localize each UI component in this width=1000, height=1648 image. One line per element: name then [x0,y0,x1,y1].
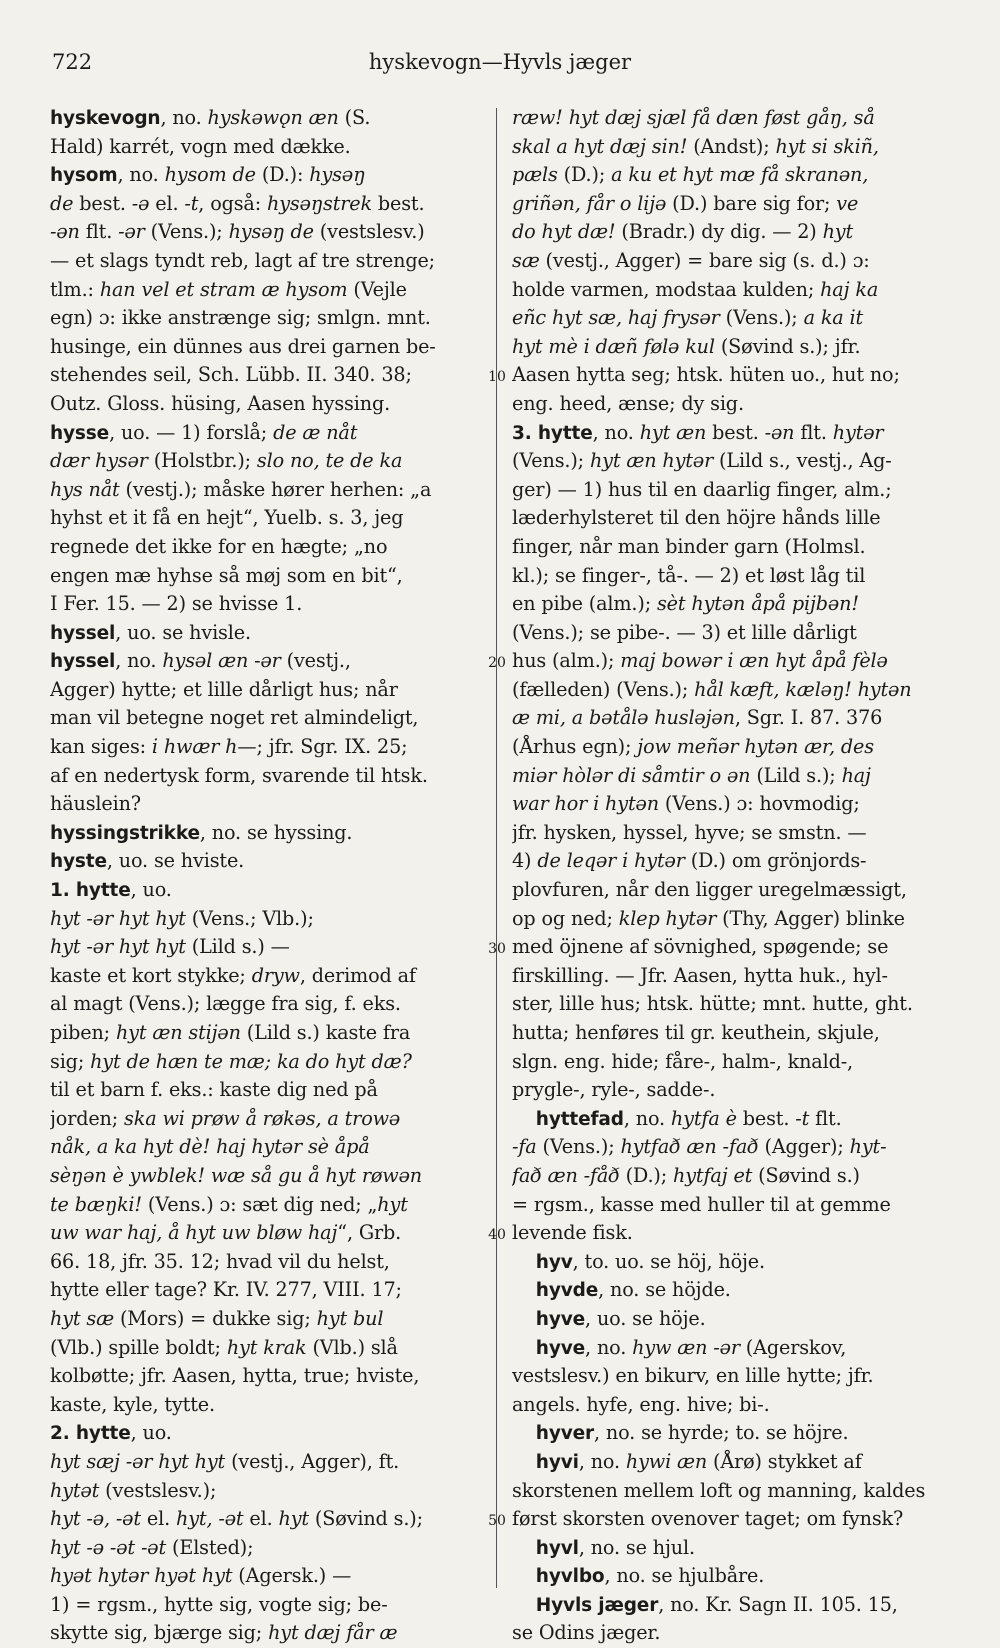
dialect-form: fað æn -fåð [512,1163,620,1187]
dialect-form: haj ka [820,277,879,301]
headword: 3. hytte [512,422,593,444]
dialect-form: -t [184,191,199,215]
dialect-form: -t [795,1106,810,1130]
text-line: uw war haj, å hyt uw bløw haj“, Grb. [50,1221,402,1245]
dialect-form: pæls [512,163,558,187]
text-line [512,104,950,133]
text-line: sig; hyt de hæn te mæ; ka do hyt dæ? [50,1049,412,1073]
text-line: miər hòlər di såmtir o ən (Lild s.); haj [512,763,871,787]
headword: hyste [50,851,107,873]
text-line: engen mæ hyhse så møj som en bit“, [50,563,403,587]
text-line: häuslein? [50,792,141,816]
dialect-form: ve [836,191,859,215]
dialect-form: hyt [822,220,854,244]
dialect-form: hytfaj et [673,1163,753,1187]
dialect-form: ræw! hyt dæj sjæl få dæn føst gåŋ, så [512,106,875,129]
text-line: hyver, no. se hyrde; to. se höjre. [535,1421,849,1445]
dialect-form: hyt -ə, -ət [50,1507,141,1531]
dialect-form: hyt mè i dæñ følə kul [512,334,715,358]
dialect-form: de leqər i hytər [537,849,685,873]
dialect-form: -ə [131,191,150,215]
text-line: egn) ɔ: ikke anstrænge sig; smlgn. mnt. [50,306,431,330]
dialect-form: hyt -ər hyt hyt [50,935,186,959]
dialect-form: hytfa è [670,1106,737,1130]
text-line: eng. heed, ænse; dy sig. [512,391,744,415]
text-line: hyste, uo. se hviste. [50,849,245,873]
dialect-form: sèŋən è ywblek! wæ så gu å hyt røwən [50,1163,422,1187]
dialect-form: haj [841,763,871,787]
dialect-form: te bæŋki! [50,1192,142,1216]
text-line: kolbøtte; jfr. Aasen, hytta, true; hviste, [50,1364,420,1388]
dialect-form: -ər [118,220,145,244]
dialect-form: a ku et hyt mæ få skranən, [611,163,869,187]
text-line: hyskevogn, no. hyskəwǫn æn (S. [50,106,371,129]
left-column [50,104,482,1648]
dialect-form: do hyt dæ! [512,220,616,244]
dialect-form: han vel et stram æ hysom [99,277,348,301]
text-line: hyssel, uo. se hvisle. [50,620,251,644]
text-line: Hyvls jæger, no. Kr. Sagn II. 105. 15, [535,1592,898,1616]
text-line: kaste, kyle, tytte. [50,1392,215,1416]
text-line: de best. -ə el. -t, også: hysəŋstrek best. [50,191,425,215]
headword: hyssingstrikke [50,822,200,844]
dialect-form: -ən [764,420,795,444]
text-line: 1. hytte, uo. [50,878,172,902]
line-number: 20 [488,655,506,672]
line-number: 50 [488,1513,506,1530]
text-line: hyvde, no. se höjde. [535,1278,731,1302]
dialect-form: a ka it [803,306,864,330]
text-line: hyvi, no. hywi æn (Årø) stykket af [535,1449,862,1473]
text-line: med öjnene af sövnighed, spøgende; se [512,935,889,959]
dialect-form: ər [260,649,281,673]
dialect-form: miər hòlər di såmtir o ən [512,763,751,787]
column-divider [496,108,497,1588]
text-line: (fælleden) (Vens.); hål kæft, kæləŋ! hytən [512,677,912,701]
text-line: først skorsten ovenover taget; om fynsk? [512,1507,904,1531]
text-line: læderhylsteret til den höjre hånds lille [512,506,881,530]
text-line: pæls (D.); a ku et hyt mæ få skranən, [512,163,869,187]
text-line: 1) = rgsm., hytte sig, vogte sig; be- [50,1592,388,1616]
text-line: hys nåt (vestj.); måske hører herhen: „a [50,477,432,501]
text-line [50,1162,482,1191]
text-line: 66. 18, jfr. 35. 12; hvad vil du helst, [50,1249,390,1273]
dialect-form: eñc hyt sæ, haj frysər [512,306,720,330]
headword: hyvi [535,1451,579,1473]
dialect-form: uw war haj, å hyt uw bløw haj [50,1221,338,1245]
dialect-form: hyt sæ [50,1306,114,1330]
dialect-form: war hor i hytən [512,792,659,816]
dialect-form: dryw [251,963,300,987]
headword: hyve [535,1337,586,1359]
dialect-form: hål kæft, kæləŋ! hytən [694,677,912,701]
dialect-form: maj bowər i æn hyt åpå fèlə [620,649,888,673]
dialect-form: hyt æn [639,420,707,444]
headword: 2. hytte [50,1423,131,1445]
text-line: do hyt dæ! (Bradr.) dy dig. — 2) hyt [512,220,854,244]
dialect-form: hysəŋstrek [266,191,372,215]
dialect-form: hyt æn stijən [115,1021,241,1044]
text-line: æ mi, a bətålə husləjən, Sgr. I. 87. 376 [512,706,883,730]
dialect-form: sæ [512,248,540,272]
text-line: hus (alm.); maj bowər i æn hyt åpå fèlə [512,649,888,673]
text-line: Agger) hytte; et lille dårligt hus; når [50,677,398,701]
text-line: Aasen hytta seg; htsk. hüten uo., hut no; [512,363,900,387]
text-line: (Vlb.) spille boldt; hyt krak (Vlb.) slå [50,1335,398,1359]
dialect-form: hyt si skiñ, [775,134,879,158]
text-line: en pibe (alm.); sèt hytən åpå pijbən! [512,592,859,616]
headword: hyvl [535,1537,579,1559]
headword: hysom [50,165,118,187]
text-line: man vil betegne noget ret almindeligt, [50,706,419,730]
text-line: stehendes seil, Sch. Lübb. II. 340. 38; [50,363,412,387]
text-line: kan siges: i hwær h—; jfr. Sgr. IX. 25; [50,735,408,759]
text-line: (Århus egn); jow meñər hytən ær, des [512,735,874,759]
text-line: hutta; henføres til gr. keuthein, skjule, [512,1021,880,1044]
dialect-form: hyət hytər hyət hyt [50,1564,233,1588]
dialect-form: i hwær h— [151,735,257,759]
dialect-form: de [50,191,74,215]
dialect-form: hyt krak [226,1335,307,1359]
dialect-form: hyt dæj får æ [268,1621,398,1645]
text-line: griñən, får o lijə (D.) bare sig for; ve [512,191,859,215]
line-number: 10 [488,369,506,386]
text-line: holde varmen, modstaa kulden; haj ka [512,277,879,301]
headword: hyvde [535,1280,599,1302]
text-line: -ən flt. -ər (Vens.); hysəŋ de (vestslesv.) [50,220,425,244]
dialect-form: dær hysər [50,449,148,473]
dialect-form: hysom de [164,163,256,187]
text-line: hyssel, no. hysəl æn -ər (vestj., [50,649,351,673]
text-line: op og ned; klep hytər (Thy, Agger) blinke [512,906,905,930]
line-number: 40 [488,1227,506,1244]
dialect-form: æ mi, a bətålə husləjən [512,706,735,730]
text-line: hyt -ər hyt hyt (Lild s.) — [50,935,290,959]
text-line: (Vens.); se pibe-. — 3) et lille dårligt [512,620,857,644]
dialect-form: hyt -ər hyt hyt [50,906,186,930]
text-line: Outz. Gloss. hüsing, Aasen hyssing. [50,391,391,415]
dialect-form: griñən, får o lijə [512,191,667,215]
text-line: regnede det ikke for en hægte; „no [50,534,388,558]
text-line: war hor i hytən (Vens.) ɔ: hovmodig; [512,792,860,816]
text-line: hytət (vestslesv.); [50,1478,217,1502]
dialect-form: jow meñər hytən ær, des [637,735,874,759]
text-line: hyvl, no. se hjul. [535,1535,695,1559]
headword: hysse [50,422,110,444]
dialect-form: hyt [278,1507,309,1531]
text-line: te bæŋki! (Vens.) ɔ: sæt dig ned; „hyt [50,1192,408,1216]
text-line: dær hysər (Holstbr.); slo no, te de ka [50,449,403,473]
text-line: hyət hytər hyət hyt (Agersk.) — [50,1564,352,1588]
headword: hyttefad [535,1108,624,1130]
headword: hyssel [50,651,116,673]
text-line: hyvlbo, no. se hjulbåre. [535,1564,765,1588]
text-line: hysse, uo. — 1) forslå; de æ nåt [50,420,358,444]
headword: hyskevogn [50,108,161,129]
dialect-form: hyt [377,1192,408,1216]
text-line: hyve, uo. se höje. [535,1306,706,1330]
text-line: 3. hytte, no. hyt æn best. -ən flt. hytər [512,420,884,444]
text-line: firskilling. — Jfr. Aasen, hytta huk., hyl- [512,963,888,987]
text-line: hyt sæ (Mors) = dukke sig; hyt bul [50,1306,384,1330]
text-line: til et barn f. eks.: kaste dig ned på [50,1078,378,1102]
text-line: skorstenen mellem loft og manning, kaldes [512,1478,926,1502]
headword: hyv [535,1251,573,1273]
headword: hyve [535,1308,586,1330]
text-line: husinge, ein dünnes aus drei garnen be- [50,334,436,358]
dialect-form: hytət [50,1478,100,1502]
headword: 1. hytte [50,880,131,902]
dialect-form: skal a hyt dæj sin! [512,134,688,158]
dialect-form: hywi æn [625,1449,708,1473]
text-line: 2. hytte, uo. [50,1421,172,1445]
text-line: sæ (vestj., Agger) = bare sig (s. d.) ɔ: [512,248,870,272]
headword: hyssel [50,622,116,644]
text-line: hytte eller tage? Kr. IV. 277, VIII. 17; [50,1278,402,1302]
text-line: hyt -ə -ət -ət (Elsted); [50,1535,254,1559]
text-line: = rgsm., kasse med huller til at gemme [512,1192,891,1216]
text-line: finger, når man binder garn (Holmsl. [512,534,866,558]
dialect-form: hyt æn hytər [589,449,714,473]
page-number: 722 [52,50,93,74]
text-line [50,1133,482,1162]
dialect-form: slo no, te de ka [256,449,403,473]
text-line: skal a hyt dæj sin! (Andst); hyt si skiñ, [512,134,879,158]
text-line: af en nedertysk form, svarende til htsk. [50,763,428,787]
text-line: -fa (Vens.); hytfað æn -fað (Agger); hyt- [512,1135,887,1159]
text-line: — et slags tyndt reb, lagt af tre strenge; [50,248,436,272]
text-line: fað æn -fåð (D.); hytfaj et (Søvind s.) [512,1163,860,1187]
text-line: tlm.: han vel et stram æ hysom (Vejle [50,277,407,301]
headword: hyver [535,1423,595,1445]
dialect-form: hyt -ə -ət -ət [50,1535,167,1559]
text-line: Hald) karrét, vogn med dække. [50,134,351,158]
text-line: I Fer. 15. — 2) se hvisse 1. [50,592,303,616]
dialect-form: nåk, a ka hyt dè! haj hytər sè åpå [50,1135,370,1159]
text-line: hyssingstrikke, no. se hyssing. [50,820,353,844]
text-line: se Odins jæger. [512,1621,661,1645]
right-column [512,104,950,1648]
dialect-form: de æ nåt [273,420,358,444]
text-line: levende fisk. [512,1221,633,1245]
text-line: hyt -ə, -ət el. hyt, -ət el. hyt (Søvind s.); [50,1507,423,1531]
text-line: (Vens.); hyt æn hytər (Lild s., vestj., Ag- [512,449,892,473]
dialect-form: hyt de hæn te mæ; ka do hyt dæ? [90,1049,412,1073]
dialect-form: -fa [512,1135,537,1159]
text-line: 4) de leqər i hytər (D.) om grönjords- [512,849,867,873]
text-line: hyve, no. hyw æn -ər (Agerskov, [535,1335,847,1359]
text-line: piben; hyt æn stijən (Lild s.) kaste fra [50,1021,411,1044]
dialect-form: hyt- [849,1135,887,1159]
text-line: hyt mè i dæñ følə kul (Søvind s.); jfr. [512,334,861,358]
dialect-form: -ən [50,220,80,244]
text-line: hyttefad, no. hytfa è best. -t flt. [535,1106,842,1130]
dialect-form: ska wi prøw å røkəs, a trowə [124,1106,401,1130]
dialect-form: hysəl æn [162,649,249,673]
dialect-form: sèt hytən åpå pijbən! [656,592,859,616]
dialect-form: hysəŋ [309,163,366,187]
dialect-form: hysəŋ de [228,220,314,244]
text-line: ger) — 1) hus til en daarlig finger, alm.; [512,477,892,501]
dialect-form: hytər [832,420,884,444]
text-line: kl.); se finger-, tå-. — 2) et løst låg til [512,563,866,587]
text-line: hysom, no. hysom de (D.): hysəŋ [50,163,366,187]
text-line: hyt -ər hyt hyt (Vens.; Vlb.); [50,906,314,930]
text-line: jfr. hysken, hyssel, hyve; se smstn. — [512,820,867,844]
text-line: jorden; ska wi prøw å røkəs, a trowə [50,1106,401,1130]
dialect-form: hys nåt [50,477,120,501]
text-line: al magt (Vens.); lægge fra sig, f. eks. [50,992,401,1016]
text-line: vestslesv.) en bikurv, en lille hytte; jfr. [512,1364,874,1388]
page-header [0,46,1000,80]
text-line: angels. hyfe, eng. hive; bi-. [512,1392,770,1416]
text-line: skytte sig, bjærge sig; hyt dæj får æ [50,1621,398,1645]
text-line: prygle-, ryle-, sadde-. [512,1078,716,1102]
text-line: hyt sæj -ər hyt hyt (vestj., Agger), ft. [50,1449,400,1473]
text-line: ster, lille hus; htsk. hütte; mnt. hutte, ght. [512,992,913,1016]
dialect-form: hyw æn -ər [632,1335,740,1359]
dialect-form: hyt sæj -ər hyt hyt [50,1449,226,1473]
text-line: hyhst et it få en hejt“, Yuelb. s. 3, jeg [50,506,404,530]
text-line: kaste et kort stykke; dryw, derimod af [50,963,416,987]
dialect-form: hyt, -ət [176,1507,244,1531]
text-line: eñc hyt sæ, haj frysər (Vens.); a ka it [512,306,864,330]
headword: Hyvls jæger [535,1594,659,1616]
line-number: 30 [488,941,506,958]
dialect-form: hyt bul [316,1306,384,1330]
text-line: plovfuren, når den ligger uregelmæssigt, [512,878,907,902]
dialect-form: klep hytər [618,906,717,930]
dialect-form: hyskəwǫn æn [207,106,339,129]
text-line: slgn. eng. hide; fåre-, halm-, knald-, [512,1049,853,1073]
running-title: hyskevogn—Hyvls jæger [368,50,632,74]
headword: hyvlbo [535,1566,605,1588]
dialect-form: hytfað æn -fað [620,1135,759,1159]
text-line: hyv, to. uo. se höj, höje. [535,1249,765,1273]
